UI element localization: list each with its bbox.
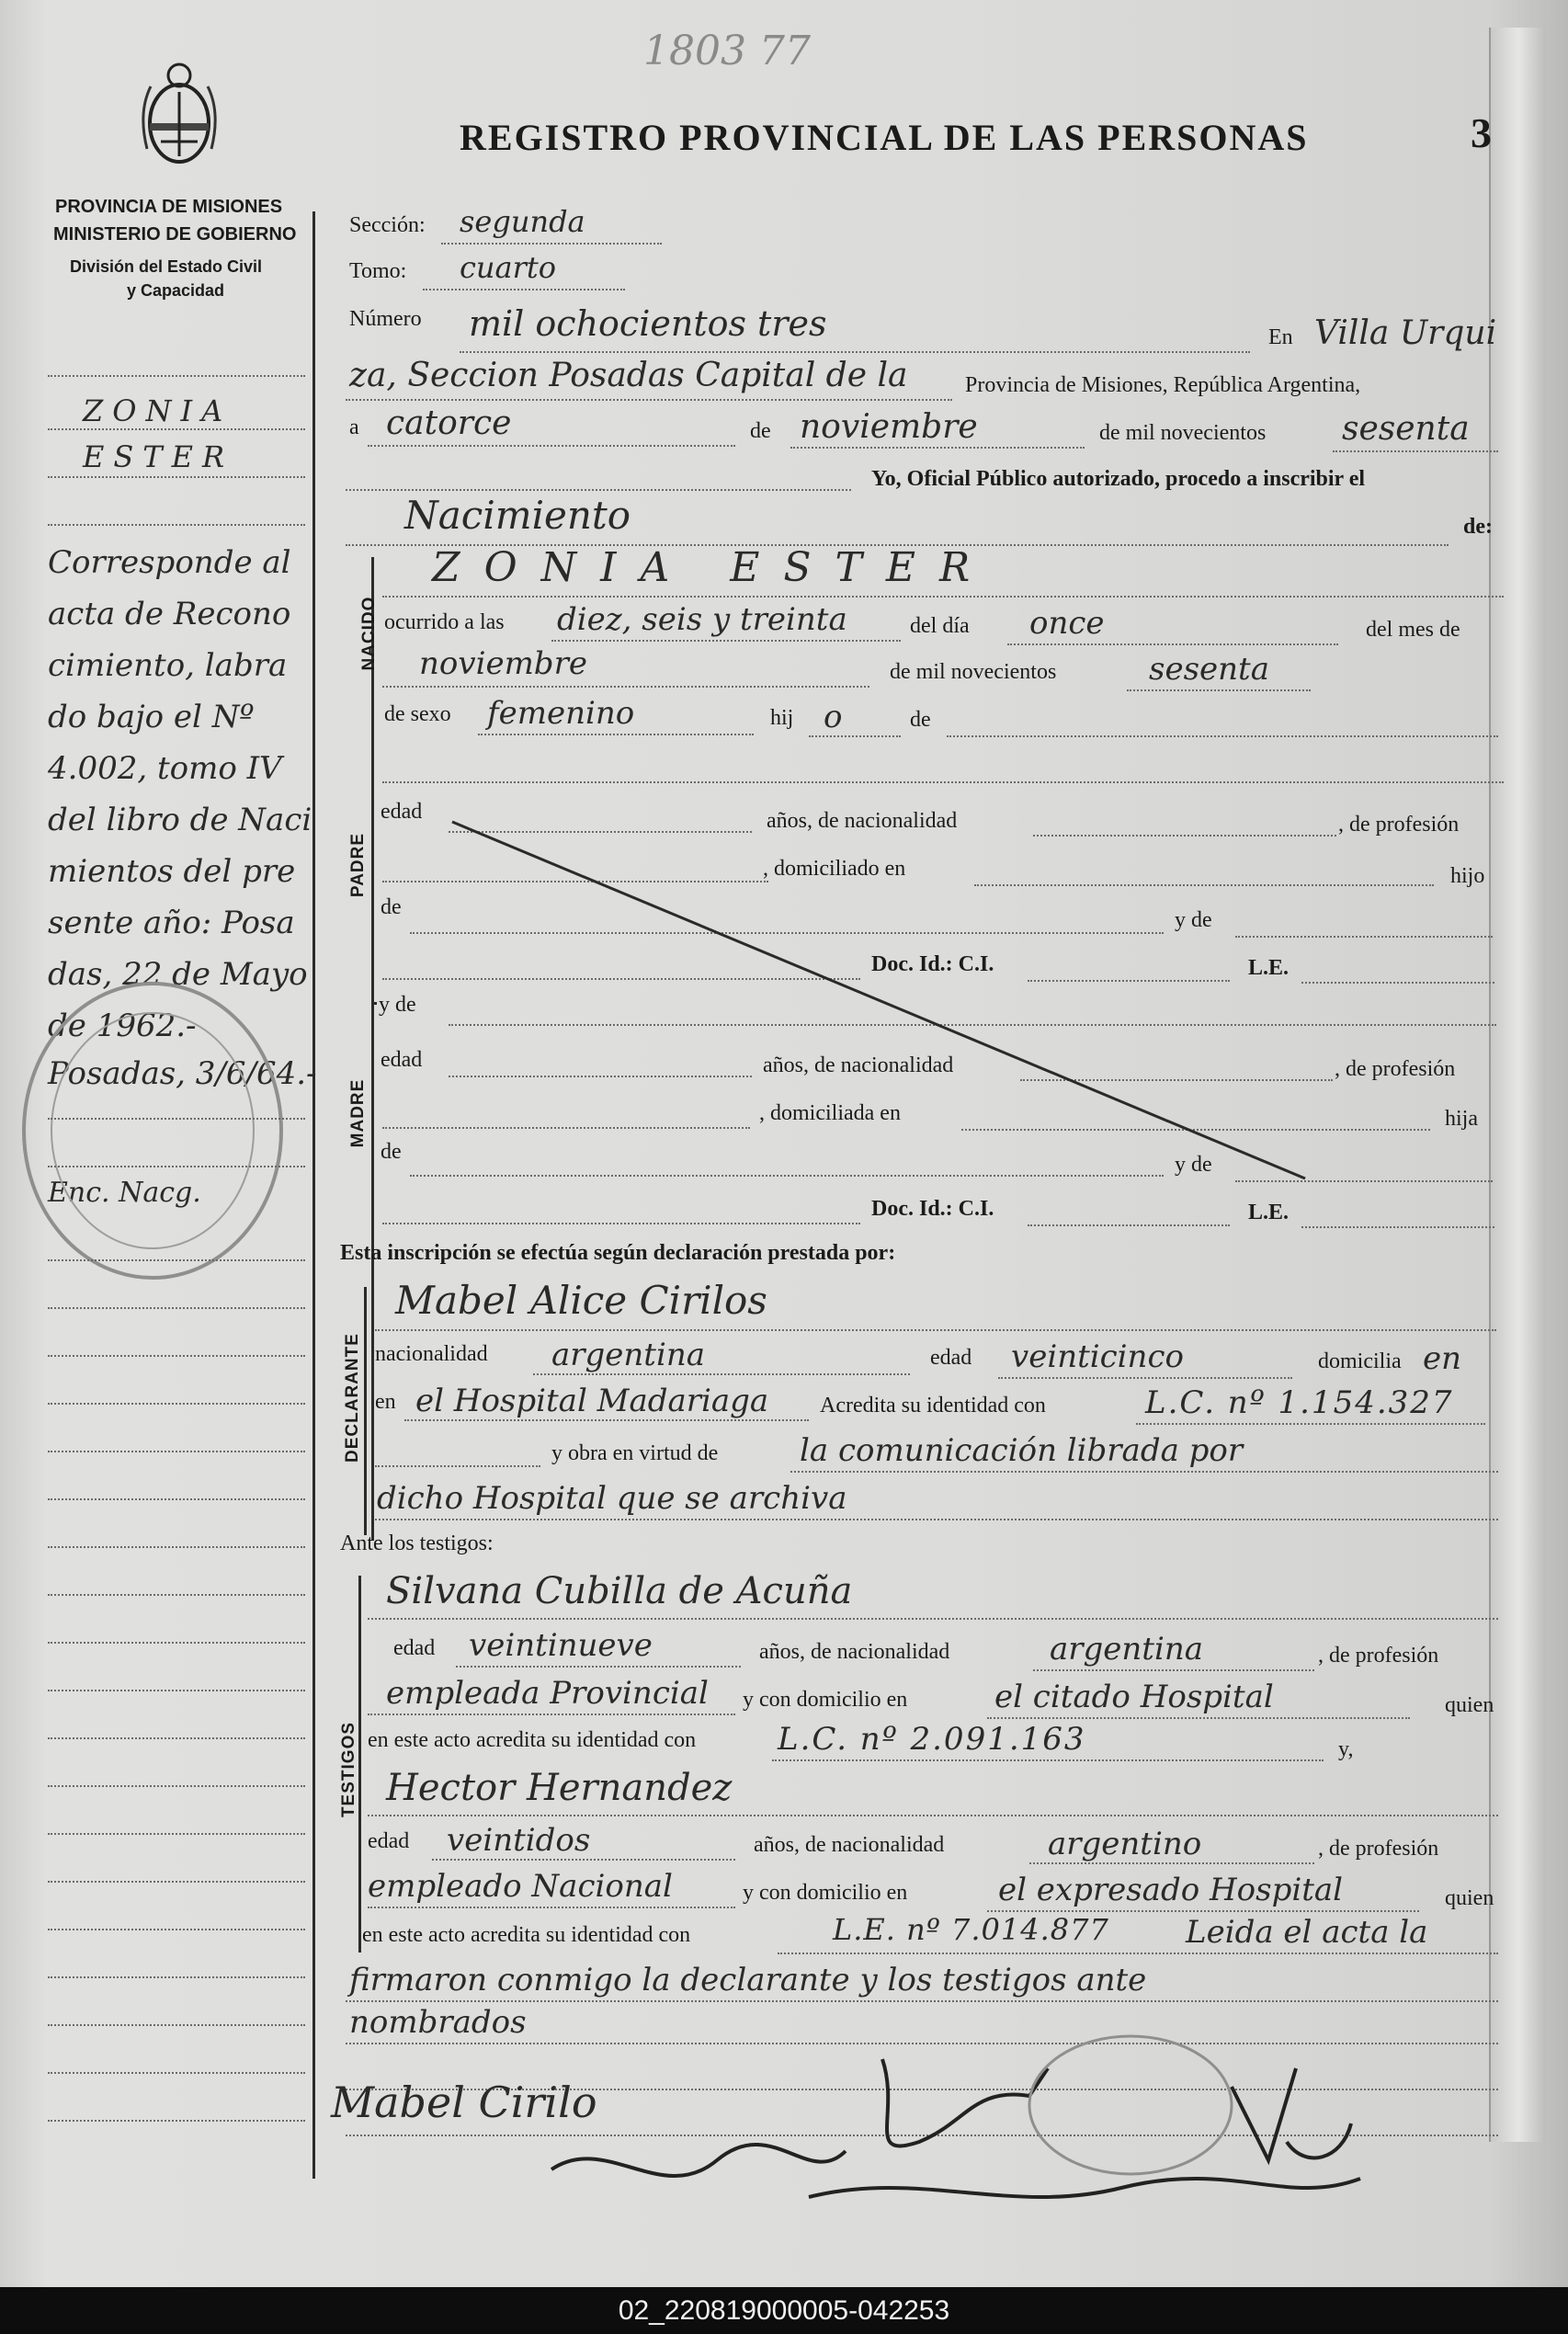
- year-text: de mil novecientos: [1099, 421, 1267, 445]
- margin-line: [48, 1118, 305, 1120]
- margin-line: [48, 1929, 305, 1930]
- testigo1-anos: años, de nacionalidad: [759, 1640, 950, 1664]
- testigo1-edad-value: veintinueve: [469, 1627, 653, 1664]
- obra-label: y obra en virtud de: [551, 1441, 719, 1465]
- margin-line: [48, 1307, 305, 1309]
- closing-line-1-dots: [346, 2000, 1498, 2002]
- margin-line: [48, 476, 305, 478]
- testigo1-edad-line: [456, 1666, 741, 1668]
- padre-bracket: [371, 791, 374, 993]
- margin-note-line-6: del libro de Naci: [48, 802, 312, 838]
- acto-value: Nacimiento: [404, 493, 631, 538]
- en-label: En: [1268, 325, 1293, 349]
- ministry-header: MINISTERIO DE GOBIERNO: [53, 224, 297, 245]
- dia-born-line: [1007, 643, 1338, 645]
- margin-note-line-7: mientos del pre: [48, 853, 296, 890]
- testigo1-quien: quien: [1445, 1693, 1494, 1717]
- tomo-label: Tomo:: [349, 259, 407, 283]
- padre-profesion: , de profesión: [1338, 813, 1460, 837]
- margin-note-line-11: Posadas, 3/6/64.-: [48, 1055, 317, 1092]
- testigo2-prof-line: [368, 1907, 735, 1908]
- tomo-value: cuarto: [460, 250, 557, 285]
- declarante-name: Mabel Alice Cirilos: [395, 1278, 767, 1323]
- margin-line: [48, 2024, 305, 2026]
- madre-de: de: [381, 1140, 402, 1164]
- madre-y-de: y de: [1175, 1153, 1212, 1177]
- obra-line-2: [375, 1519, 1498, 1520]
- year-born-label: de mil novecientos: [890, 660, 1057, 684]
- testigo1-y: y,: [1338, 1737, 1354, 1761]
- testigo2-profesion: , de profesión: [1318, 1837, 1439, 1861]
- nacido-de-label: de: [910, 708, 931, 732]
- sexo-label: de sexo: [384, 702, 451, 726]
- hora-value: diez, seis y treinta: [557, 601, 847, 638]
- document-title: REGISTRO PROVINCIAL DE LAS PERSONAS: [460, 117, 1309, 158]
- margin-seal: [15, 974, 290, 1287]
- del-dia-label: del día: [910, 614, 970, 638]
- margin-name-2: ESTER: [83, 439, 234, 474]
- de-colon: de:: [1463, 515, 1493, 539]
- margin-name-1: ZONIA: [83, 393, 233, 428]
- margin-line: [48, 1642, 305, 1644]
- testigo2-domicilio-label: y con domicilio en: [743, 1881, 908, 1905]
- margin-note-line-3: cimiento, labra: [48, 647, 288, 684]
- testigo1-name: Silvana Cubilla de Acuña: [386, 1570, 853, 1612]
- margin-line: [48, 1690, 305, 1691]
- margin-line: [48, 1833, 305, 1835]
- madre-profesion: , de profesión: [1335, 1057, 1456, 1081]
- testigo2-nac-line: [1029, 1862, 1314, 1864]
- madre-bracket: [371, 1035, 374, 1237]
- division-header-2: y Capacidad: [127, 281, 225, 300]
- testigo1-domicilio-label: y con domicilio en: [743, 1688, 908, 1712]
- numero-line: [460, 351, 1250, 353]
- de-label: de: [750, 419, 771, 443]
- ocurrido-label: ocurrido a las: [384, 610, 505, 634]
- margin-line: [48, 1546, 305, 1548]
- a-label: a: [349, 416, 359, 439]
- madre-le: L.E.: [1248, 1201, 1290, 1224]
- testigo2-doc-value: L.E. nº 7.014.877: [833, 1912, 1109, 1947]
- margin-line: [48, 1976, 305, 1978]
- margin-line: [48, 1881, 305, 1883]
- acredita-line: [1136, 1423, 1485, 1425]
- testigo2-edad-label: edad: [368, 1829, 410, 1853]
- margin-line: [48, 1403, 305, 1405]
- nacionalidad-line: [533, 1373, 910, 1375]
- sexo-line: [478, 734, 754, 735]
- margin-line: [48, 524, 305, 526]
- declarante-edad-value: veinticinco: [1011, 1338, 1184, 1375]
- testigo2-nac-value: argentino: [1048, 1826, 1202, 1862]
- madre-anos: años, de nacionalidad: [763, 1053, 954, 1077]
- seccion-line: [441, 243, 662, 245]
- domicilia-value: en: [1423, 1340, 1462, 1377]
- madre-separator: [371, 1002, 377, 1005]
- coat-of-arms-icon: [138, 57, 221, 176]
- testigo1-nac-value: argentina: [1050, 1631, 1204, 1668]
- testigos-intro: Ante los testigos:: [340, 1531, 494, 1555]
- acredita-value: L.C. nº 1.154.327: [1145, 1384, 1454, 1421]
- testigo1-name-line: [368, 1618, 1498, 1620]
- madre-hija: hija: [1445, 1107, 1478, 1131]
- madre-doc-line: [1028, 1224, 1230, 1226]
- margin-note-line-9: das, 22 de Mayo: [48, 956, 308, 993]
- testigo2-doc-line: [778, 1953, 1498, 1954]
- numero-value: mil ochocientos tres: [469, 303, 827, 344]
- en-declarante-line: [404, 1419, 809, 1421]
- testigo2-tail: Leida el acta la: [1186, 1914, 1428, 1951]
- obra-value: la comunicación librada por: [800, 1432, 1244, 1469]
- margin-line: [48, 1737, 305, 1739]
- acredita-label: Acredita su identidad con: [820, 1394, 1046, 1417]
- declarante-bracket: [364, 1287, 367, 1535]
- hij-label: hij: [770, 706, 794, 730]
- dia-value: catorce: [386, 404, 512, 442]
- margin-note-line-1: Corresponde al: [48, 544, 291, 581]
- testigo2-domicilio-value: el expresado Hospital: [998, 1872, 1344, 1908]
- madre-y-de-top: y de: [379, 993, 416, 1017]
- mes-born-line: [382, 686, 869, 688]
- testigo1-prof-value: empleada Provincial: [386, 1675, 709, 1712]
- margin-line: [48, 1355, 305, 1357]
- margin-divider: [312, 211, 315, 2179]
- seccion-label: Sección:: [349, 213, 426, 237]
- blank-line: [346, 489, 851, 491]
- testigo2-name: Hector Hernandez: [386, 1767, 733, 1809]
- dia-line: [368, 445, 735, 447]
- domicilia-label: domicilia: [1318, 1349, 1402, 1373]
- year-line: [1333, 450, 1498, 452]
- margin-line: [48, 1451, 305, 1452]
- testigo2-edad-value: veintidos: [447, 1822, 591, 1859]
- province-header: PROVINCIA DE MISIONES: [55, 197, 283, 217]
- mes-value: noviembre: [800, 408, 978, 446]
- place-line: [346, 399, 952, 401]
- madre-domiciliada: , domiciliada en: [759, 1101, 901, 1125]
- division-header: División del Estado Civil: [70, 257, 263, 276]
- testigo1-profesion: , de profesión: [1318, 1644, 1439, 1668]
- obra-pre-line: [375, 1465, 540, 1467]
- obra-line: [790, 1471, 1498, 1473]
- margin-note-line-10: de 1962.-: [48, 1008, 197, 1044]
- nacionalidad-label: nacionalidad: [375, 1342, 488, 1366]
- seccion-value: segunda: [460, 204, 585, 239]
- declarante-edad-line: [998, 1377, 1292, 1379]
- hora-line: [551, 640, 901, 642]
- margin-note-line-2: acta de Recono: [48, 596, 291, 632]
- testigo2-prof-value: empleado Nacional: [368, 1868, 673, 1905]
- hij-value: o: [824, 699, 843, 735]
- testigo1-acredita: en este acto acredita su identidad con: [368, 1728, 697, 1752]
- madre-doc-pre-line: [382, 1223, 860, 1224]
- padre-domiciliado: , domiciliado en: [763, 857, 906, 881]
- testigo2-anos: años, de nacionalidad: [754, 1833, 945, 1857]
- margin-note-line-5: 4.002, tomo IV: [48, 750, 282, 787]
- padre-anos: años, de nacionalidad: [767, 809, 958, 833]
- official-signatures: [533, 2032, 1498, 2225]
- en-declarante-value: el Hospital Madariaga: [415, 1383, 769, 1419]
- obra-value-2: dicho Hospital que se archiva: [377, 1480, 847, 1517]
- declarante-label: DECLARANTE: [343, 1333, 362, 1463]
- del-mes-label: del mes de: [1366, 618, 1460, 642]
- en-value: Villa Urqui: [1314, 314, 1497, 352]
- margin-line: [48, 1498, 305, 1500]
- margin-line: [48, 375, 305, 377]
- margin-note-line-4: do bajo el Nº: [48, 699, 255, 735]
- testigo1-doc-value: L.C. nº 2.091.163: [778, 1721, 1086, 1758]
- stamp-number: 1803 77: [643, 28, 811, 74]
- madre-label: MADRE: [348, 1078, 368, 1148]
- closing-line-1: firmaron conmigo la declarante y los testigos ante: [349, 1962, 1147, 1998]
- margin-line: [48, 1166, 305, 1167]
- hij-line: [809, 735, 901, 737]
- testigo2-quien: quien: [1445, 1886, 1494, 1910]
- tomo-line: [423, 289, 625, 290]
- testigo2-edad-line: [432, 1859, 735, 1861]
- margin-enc: Enc. Nacg.: [48, 1177, 201, 1209]
- madre-edad: edad: [381, 1048, 423, 1072]
- nacido-label: NACIDO: [359, 596, 379, 671]
- page-edge: [1489, 28, 1546, 2142]
- testigo2-acredita: en este acto acredita su identidad con: [362, 1923, 691, 1947]
- mes-line: [790, 447, 1085, 449]
- sexo-value: femenino: [487, 695, 635, 732]
- oficial-text: Yo, Oficial Público autorizado, procedo a inscribir el: [871, 467, 1366, 491]
- testigo1-domicilio-line: [987, 1717, 1410, 1719]
- margin-line: [48, 1785, 305, 1787]
- testigo1-domicilio-value: el citado Hospital: [994, 1679, 1274, 1715]
- margin-line: [48, 2072, 305, 2074]
- testigos-label: TESTIGOS: [339, 1721, 358, 1818]
- padre-label: PADRE: [348, 832, 368, 898]
- margin-line: [48, 1594, 305, 1596]
- testigo1-prof-line: [368, 1713, 735, 1715]
- nacido-blank-line: [382, 781, 1504, 783]
- margin-line: [48, 1259, 305, 1261]
- padre-y-de: y de: [1175, 908, 1212, 932]
- declarante-name-line: [375, 1329, 1496, 1331]
- provincia-text: Provincia de Misiones, República Argentina,: [965, 373, 1361, 397]
- margin-line: [48, 2120, 305, 2122]
- padre-doc: Doc. Id.: C.I.: [871, 952, 994, 976]
- testigo1-edad-label: edad: [393, 1636, 436, 1660]
- place-value: za, Seccion Posadas Capital de la: [349, 357, 908, 394]
- nacido-name-line: [382, 596, 1504, 598]
- margin-note-line-8: sente año: Posa: [48, 905, 295, 941]
- testigo1-nac-line: [1033, 1669, 1314, 1671]
- declaracion-intro: Esta inscripción se efectúa según declaración prestada por:: [340, 1241, 896, 1265]
- testigo1-doc-line: [772, 1759, 1324, 1761]
- madre-doc: Doc. Id.: C.I.: [871, 1197, 994, 1221]
- dia-born-value: once: [1029, 605, 1105, 642]
- closing-line-2: nombrados: [349, 2004, 527, 2041]
- nacido-name: ZONIA ESTER: [432, 544, 994, 591]
- cancellation-line: [450, 818, 1314, 1186]
- en-declarante-label: en: [375, 1390, 396, 1414]
- padre-le-line: [1301, 982, 1494, 984]
- year-born-line: [1127, 689, 1311, 691]
- image-caption: 02_220819000005-042253: [0, 2287, 1568, 2334]
- nacido-de-line: [947, 735, 1498, 737]
- margin-line: [48, 428, 305, 430]
- page-number: 3: [1471, 109, 1492, 156]
- declarante-signature: Mabel Cirilo: [331, 2078, 597, 2127]
- nacionalidad-value: argentina: [551, 1337, 706, 1373]
- padre-hijo: hijo: [1450, 864, 1485, 888]
- testigo2-name-line: [368, 1815, 1498, 1816]
- mes-born-value: noviembre: [419, 645, 587, 682]
- year-value: sesenta: [1342, 410, 1470, 448]
- declarante-edad-label: edad: [930, 1346, 972, 1370]
- year-born-value: sesenta: [1149, 651, 1269, 688]
- padre-de: de: [381, 895, 402, 919]
- padre-le: L.E.: [1248, 956, 1290, 980]
- numero-label: Número: [349, 307, 422, 331]
- padre-edad: edad: [381, 800, 423, 824]
- madre-le-line: [1301, 1226, 1494, 1228]
